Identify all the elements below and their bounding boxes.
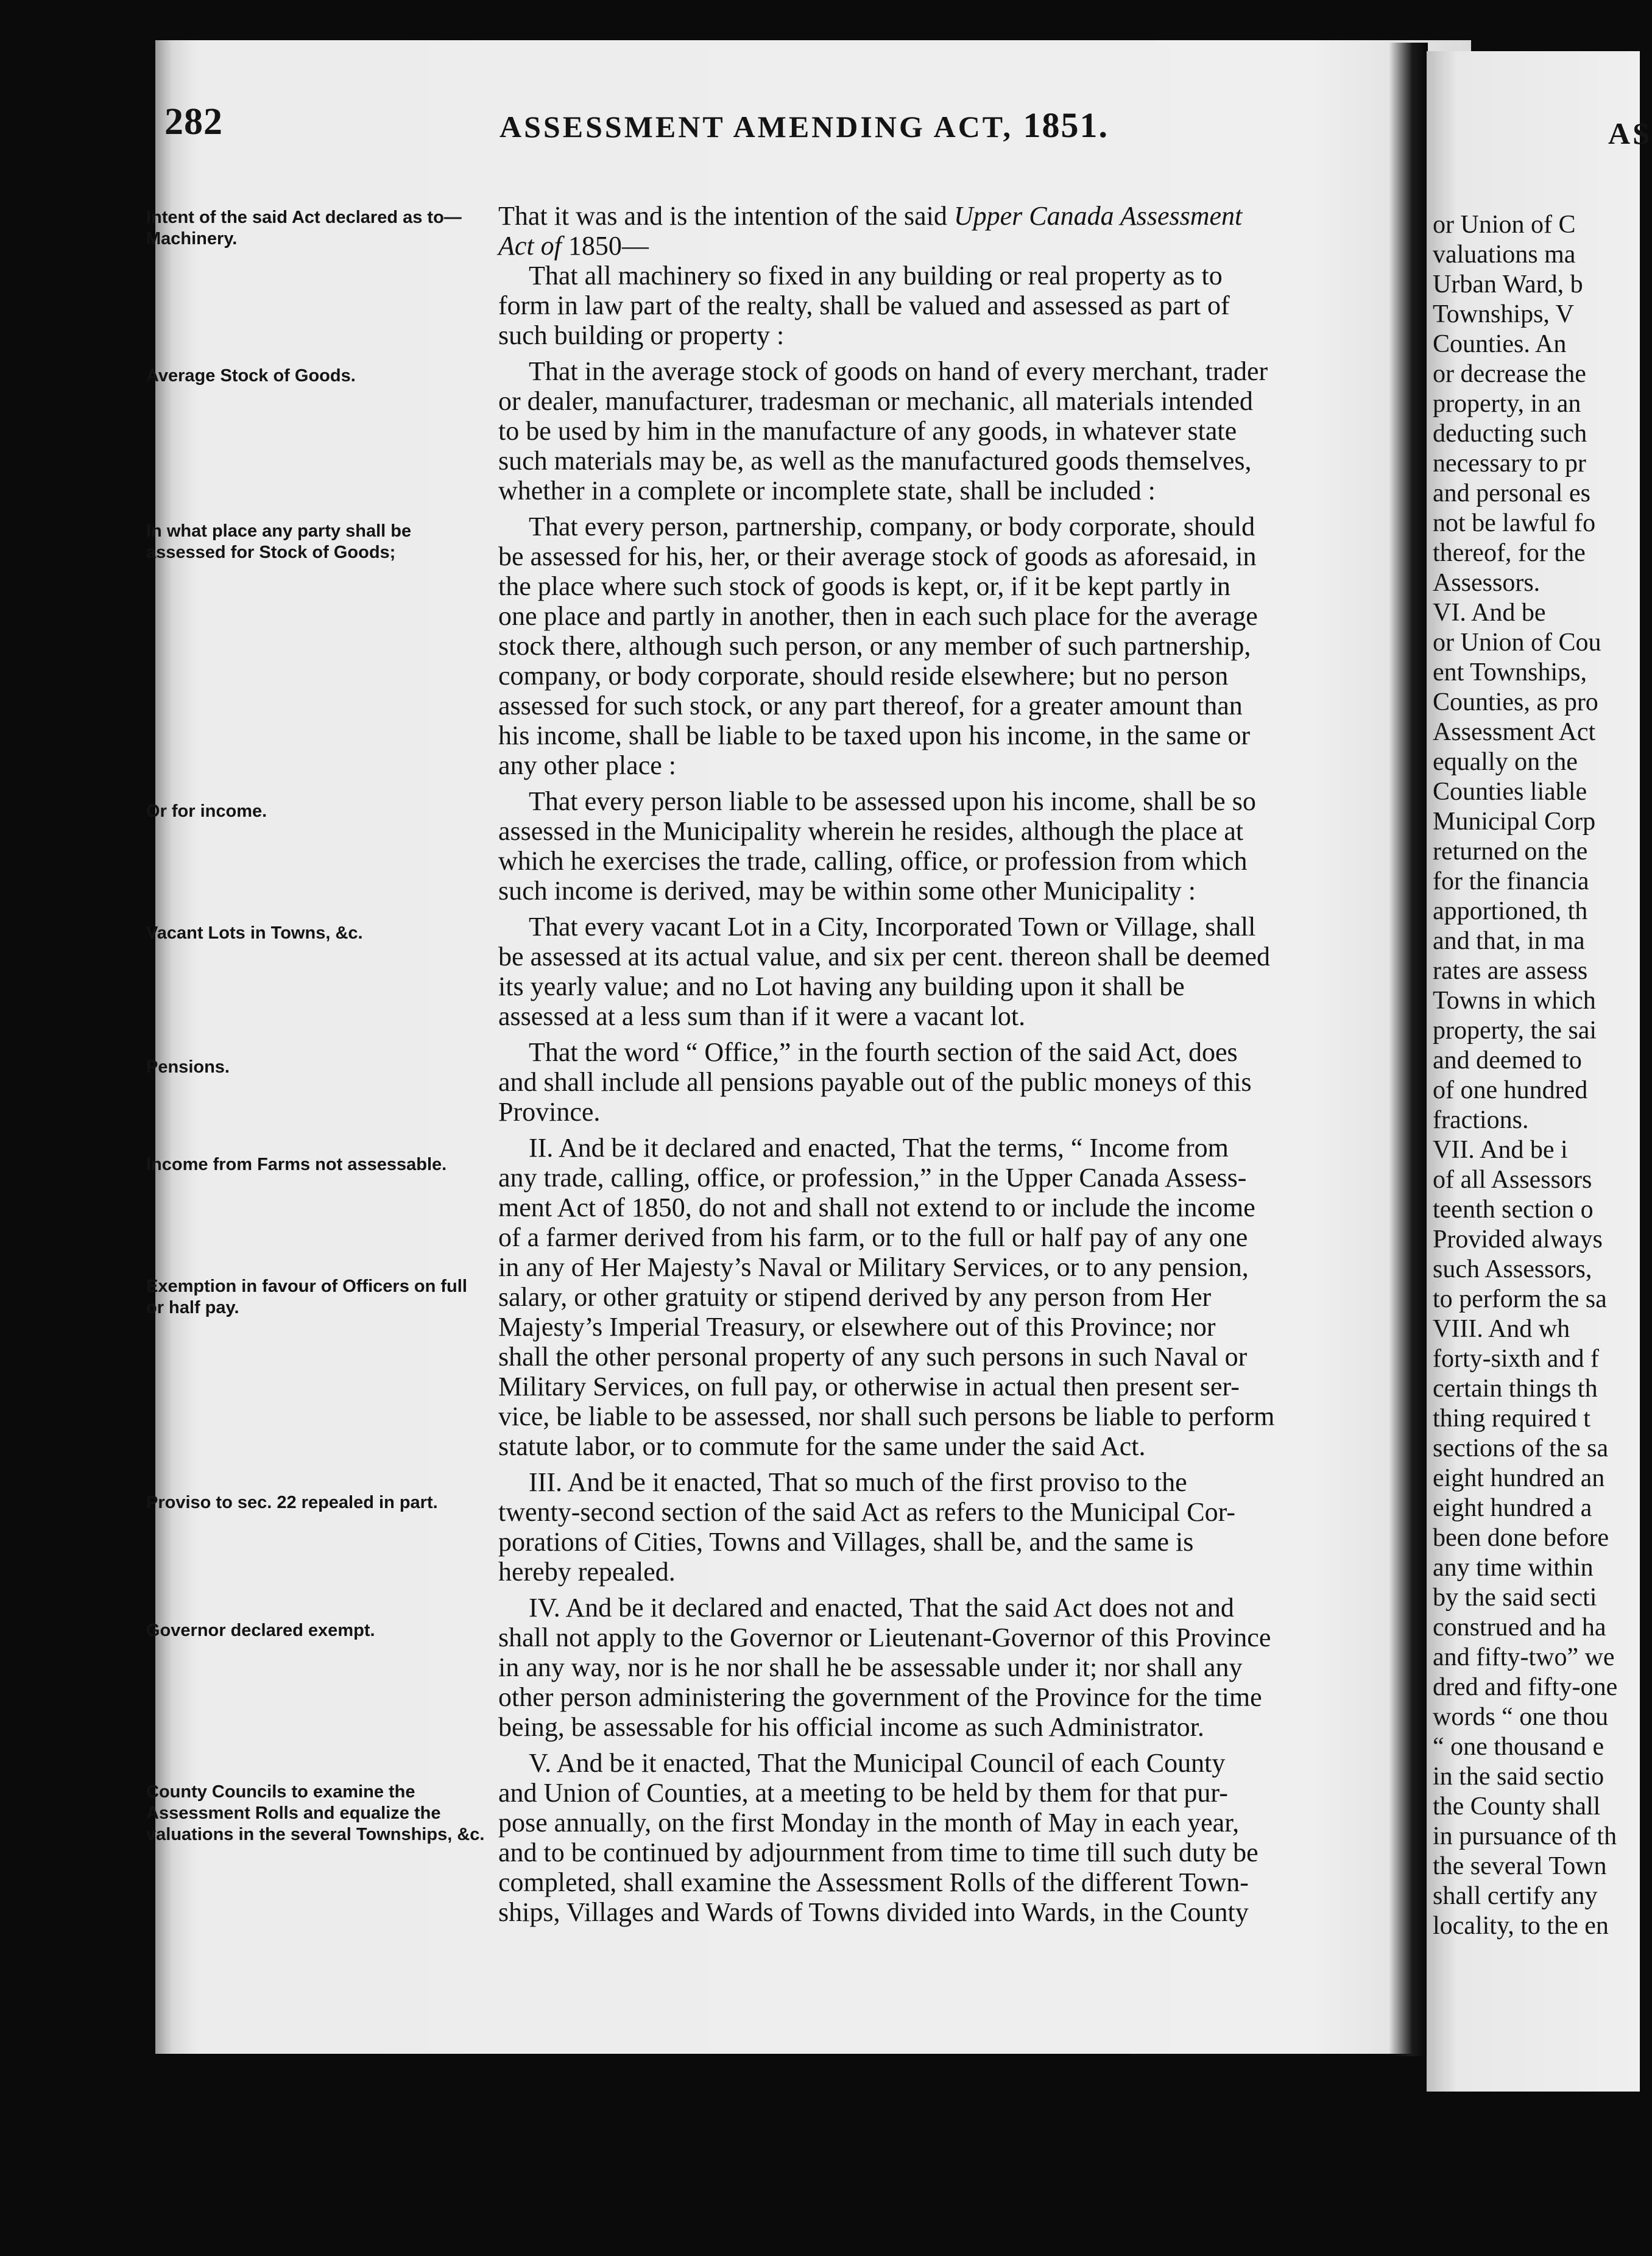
- body-line: shall not apply to the Governor or Lieutenant-Governor of this Province: [498, 1623, 1271, 1652]
- right-page-line: eight hundred a: [1433, 1494, 1592, 1522]
- margin-note-income: Or for income.: [146, 802, 267, 821]
- margin-note-vacant-lots: Vacant Lots in Towns, &c.: [146, 923, 363, 943]
- right-page-line: Urban Ward, b: [1433, 270, 1583, 298]
- body-line: That it was and is the intention of the said Upper Canada Assessment: [498, 201, 1243, 231]
- body-line: That in the average stock of goods on hand of every merchant, trader: [529, 356, 1268, 386]
- body-line: in any of Her Majesty’s Naval or Military Services, or to any pension,: [498, 1252, 1249, 1282]
- body-line: his income, shall be liable to be taxed upon his income, in the same or: [498, 721, 1251, 750]
- body-text: [498, 201, 1351, 1927]
- right-page-line: apportioned, th: [1433, 897, 1588, 925]
- body-line: IV. And be it declared and enacted, That the said Act does not and: [529, 1593, 1234, 1623]
- body-line: That every person liable to be assessed upon his income, shall be so: [529, 786, 1256, 816]
- page-number: 282: [164, 101, 223, 143]
- right-page-line: valuations ma: [1433, 241, 1576, 269]
- right-page-text: [1433, 210, 1640, 1941]
- right-page-line: or Union of C: [1433, 211, 1576, 239]
- right-page-line: Assessment Act: [1433, 718, 1596, 746]
- body-line: That the word “ Office,” in the fourth section of the said Act, does: [529, 1037, 1238, 1067]
- right-page-line: teenth section o: [1433, 1196, 1594, 1224]
- body-line: be assessed for his, her, or their average stock of goods as aforesaid, in: [498, 541, 1257, 571]
- right-page-line: by the said secti: [1433, 1584, 1597, 1612]
- margin-note-county-councils: County Councils to examine the Assessment Rolls and equalize the valuations in the several Townships, &c.: [146, 1782, 485, 1844]
- right-page-line: forty-sixth and f: [1433, 1345, 1599, 1373]
- body-line: assessed at a less sum than if it were a vacant lot.: [498, 1001, 1026, 1031]
- right-page-line: thing required t: [1433, 1405, 1590, 1433]
- body-line: and to be continued by adjournment from time to time till such duty be: [498, 1838, 1258, 1867]
- body-line: other person administering the government of the Province for the time: [498, 1682, 1262, 1712]
- running-head-title: ASSESSMENT AMENDING ACT,: [499, 110, 1013, 144]
- body-line: Majesty’s Imperial Treasury, or elsewhere out of this Province; nor: [498, 1312, 1216, 1342]
- body-line: form in law part of the realty, shall be valued and assessed as part of: [498, 291, 1230, 320]
- right-page-line: Counties. An: [1433, 330, 1567, 358]
- right-page-line: to perform the sa: [1433, 1285, 1607, 1313]
- right-page-line: for the financia: [1433, 867, 1589, 895]
- running-head: [499, 105, 1109, 146]
- right-page-line: of all Assessors: [1433, 1166, 1592, 1194]
- right-page-line: property, in an: [1433, 390, 1581, 418]
- right-page-line: Counties liable: [1433, 778, 1587, 806]
- act-year: 1850—: [568, 231, 649, 261]
- body-line: the place where such stock of goods is kept, or, if it be kept partly in: [498, 571, 1230, 601]
- right-page-line: returned on the: [1433, 837, 1588, 865]
- margin-note-average-stock: Average Stock of Goods.: [146, 366, 356, 386]
- right-page-line: rates are assess: [1433, 957, 1588, 985]
- margin-note-governor-exempt: Governor declared exempt.: [146, 1621, 375, 1640]
- body-line: assessed for such stock, or any part thereof, for a greater amount than: [498, 691, 1243, 721]
- book-gutter: [1389, 43, 1428, 2056]
- margin-note-machinery: Intent of the said Act declared as to— Machinery.: [146, 208, 462, 249]
- right-page-line: Towns in which: [1433, 987, 1596, 1015]
- right-page-line: and fifty-two” we: [1433, 1643, 1615, 1671]
- body-line: such building or property :: [498, 320, 785, 350]
- margin-note-farm-income: Income from Farms not assessable.: [146, 1155, 447, 1174]
- right-page-line: property, the sai: [1433, 1017, 1597, 1045]
- body-line: and Union of Counties, at a meeting to be held by them for that pur-: [498, 1778, 1228, 1808]
- right-page-line: such Assessors,: [1433, 1255, 1592, 1283]
- body-line: any other place :: [498, 750, 676, 780]
- body-line: II. And be it declared and enacted, That the terms, “ Income from: [529, 1133, 1229, 1163]
- right-page-line: Townships, V: [1433, 300, 1574, 328]
- right-page-line: VIII. And wh: [1433, 1315, 1570, 1343]
- right-page-line: Municipal Corp: [1433, 808, 1596, 836]
- right-page-line: the County shall: [1433, 1792, 1601, 1821]
- body-line: Province.: [498, 1097, 601, 1127]
- right-page-line: VII. And be i: [1433, 1136, 1568, 1164]
- body-line: assessed in the Municipality wherein he resides, although the place at: [498, 816, 1244, 846]
- body-line: of a farmer derived from his farm, or to the full or half pay of any one: [498, 1222, 1248, 1252]
- right-page-line: deducting such: [1433, 420, 1587, 448]
- body-line: That every person, partnership, company, or body corporate, should: [529, 512, 1255, 541]
- body-line: completed, shall examine the Assessment Rolls of the different Town-: [498, 1867, 1249, 1897]
- body-line: III. And be it enacted, That so much of the first proviso to the: [529, 1467, 1187, 1497]
- right-page-line: been done before: [1433, 1524, 1609, 1552]
- right-page-line: construed and ha: [1433, 1613, 1606, 1641]
- body-line: one place and partly in another, then in each such place for the average: [498, 601, 1258, 631]
- body-line: be assessed at its actual value, and six per cent. thereon shall be deemed: [498, 942, 1270, 971]
- right-page-line: equally on the: [1433, 748, 1578, 776]
- running-head-year: 1851.: [1023, 105, 1109, 145]
- right-page-line: ent Townships,: [1433, 658, 1587, 686]
- body-line: pose annually, on the first Monday in the month of May in each year,: [498, 1808, 1240, 1838]
- body-line: ment Act of 1850, do not and shall not extend to or include the income: [498, 1193, 1255, 1222]
- margin-note-pensions: Pensions.: [146, 1057, 230, 1077]
- body-line: twenty-second section of the said Act as refers to the Municipal Cor-: [498, 1497, 1235, 1527]
- body-line: That all machinery so fixed in any building or real property as to: [529, 261, 1223, 291]
- right-page-line: “ one thousand e: [1433, 1733, 1604, 1761]
- body-line: statute labor, or to commute for the same under the said Act.: [498, 1431, 1146, 1461]
- body-line: company, or body corporate, should reside elsewhere; but no person: [498, 661, 1229, 691]
- right-page-line: sections of the sa: [1433, 1434, 1609, 1462]
- body-line: or dealer, manufacturer, tradesman or mechanic, all materials intended: [498, 386, 1253, 416]
- margin-note-officers-exemption: Exemption in favour of Officers on full or half pay.: [146, 1277, 467, 1317]
- body-line: and shall include all pensions payable out of the public moneys of this: [498, 1067, 1252, 1097]
- right-page-line: of one hundred: [1433, 1076, 1588, 1104]
- right-page-line: Counties, as pro: [1433, 688, 1598, 716]
- body-line: Act of 1850—: [498, 231, 649, 261]
- right-page-line: Provided always: [1433, 1225, 1603, 1253]
- right-page-line: or Union of Cou: [1433, 629, 1601, 657]
- body-line: any trade, calling, office, or profession,” in the Upper Canada Assess-: [498, 1163, 1247, 1193]
- right-page-line: eight hundred an: [1433, 1464, 1605, 1492]
- right-page-line: in pursuance of th: [1433, 1822, 1617, 1850]
- right-page-line: and personal es: [1433, 479, 1590, 507]
- right-page-line: and deemed to: [1433, 1046, 1582, 1074]
- right-page-line: Assessors.: [1433, 569, 1541, 597]
- body-line: V. And be it enacted, That the Municipal Council of each County: [529, 1748, 1226, 1778]
- right-page-line: and that, in ma: [1433, 927, 1585, 955]
- right-page-line: not be lawful fo: [1433, 509, 1596, 537]
- body-line: such materials may be, as well as the manufactured goods themselves,: [498, 446, 1252, 476]
- right-page-line: dred and fifty-one: [1433, 1673, 1618, 1701]
- right-page-line: any time within: [1433, 1554, 1594, 1582]
- right-page-line: the several Town: [1433, 1852, 1607, 1880]
- body-line: stock there, although such person, or any member of such partnership,: [498, 631, 1251, 661]
- right-page-line: or decrease the: [1433, 360, 1586, 388]
- body-line: ships, Villages and Wards of Towns divided into Wards, in the County: [498, 1897, 1249, 1927]
- right-page-line: fractions.: [1433, 1106, 1529, 1134]
- right-page-line: words “ one thou: [1433, 1703, 1609, 1731]
- right-page-line: VI. And be: [1433, 599, 1546, 627]
- margin-note-place-of-assessment: In what place any party shall be assessed for Stock of Goods;: [146, 521, 412, 562]
- body-line: vice, be liable to be assessed, nor shall such persons be liable to perform: [498, 1401, 1275, 1431]
- body-line: porations of Cities, Towns and Villages, shall be, and the same is: [498, 1527, 1194, 1557]
- right-page-line: thereof, for the: [1433, 539, 1586, 567]
- right-page-line: in the said sectio: [1433, 1763, 1604, 1791]
- act-name-italic: Upper Canada Assessment: [953, 201, 1243, 231]
- body-line: That every vacant Lot in a City, Incorporated Town or Village, shall: [529, 912, 1256, 942]
- body-line: Military Services, on full pay, or otherwise in actual then present ser-: [498, 1372, 1240, 1401]
- right-page-line: locality, to the en: [1433, 1912, 1609, 1940]
- body-line: shall the other personal property of any such persons in such Naval or: [498, 1342, 1248, 1372]
- right-page-line: certain things th: [1433, 1375, 1598, 1403]
- body-line: hereby repealed.: [498, 1557, 676, 1587]
- body-line: which he exercises the trade, calling, office, or profession from which: [498, 846, 1248, 876]
- body-line: salary, or other gratuity or stipend derived by any person from Her: [498, 1282, 1212, 1312]
- body-line: such income is derived, may be within some other Municipality :: [498, 876, 1196, 906]
- body-line: being, be assessable for his official income as such Administrator.: [498, 1712, 1204, 1742]
- body-line: whether in a complete or incomplete state, shall be included :: [498, 476, 1156, 506]
- margin-note-proviso-repealed: Proviso to sec. 22 repealed in part.: [146, 1493, 438, 1512]
- body-line: to be used by him in the manufacture of any goods, in whatever state: [498, 416, 1237, 446]
- body-line: in any way, nor is he nor shall he be assessable under it; nor shall any: [498, 1652, 1243, 1682]
- right-page-running-head: AS: [1608, 116, 1652, 150]
- right-page-line: necessary to pr: [1433, 449, 1586, 478]
- right-page-line: shall certify any: [1433, 1882, 1598, 1910]
- body-line: its yearly value; and no Lot having any building upon it shall be: [498, 971, 1185, 1001]
